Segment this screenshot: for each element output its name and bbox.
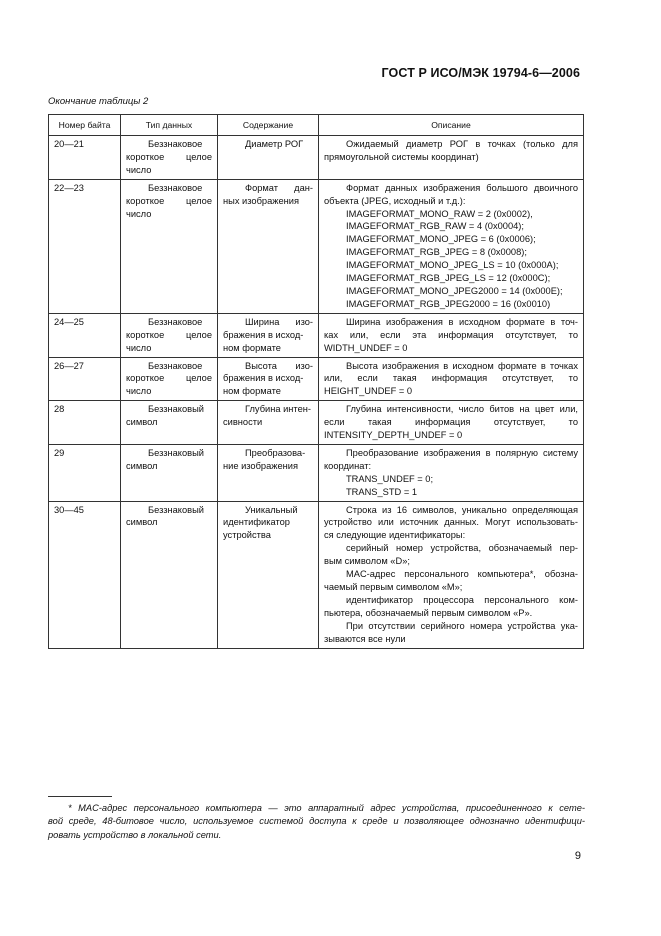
table-row xyxy=(49,501,584,648)
cell-line: пьютера, обозначаемый первым символом «P». xyxy=(324,607,533,618)
cell-line: объекта (JPEG, исходный и т.д.): xyxy=(324,195,466,206)
cell-bytes: 24—25 xyxy=(49,313,121,357)
footnote-line: ровать устройство в локальной сети. xyxy=(48,829,222,840)
cell-description xyxy=(319,501,584,648)
cell-line: координат: xyxy=(324,460,372,471)
cell-type xyxy=(121,313,218,357)
code-line: IMAGEFORMAT_MONO_JPEG2000 = 14 (0x000E); xyxy=(346,285,563,296)
cell-line: серийный номер устройства, обозначаемый пер- xyxy=(346,543,578,554)
cell-line: короткое целое xyxy=(126,195,212,206)
cell-line: Беззнаковый xyxy=(148,447,204,458)
table-row xyxy=(49,357,584,401)
cell-line: если такая информация отсутствует, то xyxy=(324,417,578,428)
cell-line: устройство или источник данных. Могут использовать- xyxy=(324,517,578,528)
page-number: 9 xyxy=(574,850,581,862)
footnote xyxy=(48,802,585,842)
cell-line: чаемый первым символом «M»; xyxy=(324,582,463,592)
cell-bytes: 22—23 xyxy=(49,179,121,313)
cell-line: число xyxy=(126,342,152,353)
cell-line: ном формате xyxy=(223,342,281,353)
cell-bytes: 30—45 xyxy=(49,501,121,648)
footnote-line: вой среде, 48-битовое число, используемое системой доступа к среде и позволяющее однозначно идентифици- xyxy=(48,816,585,827)
cell-line: INTENSITY_DEPTH_UNDEF = 0 xyxy=(324,430,463,441)
code-line: IMAGEFORMAT_RGB_JPEG2000 = 16 (0x0010) xyxy=(346,298,551,309)
code-line: IMAGEFORMAT_RGB_RAW = 4 (0x0004); xyxy=(346,221,524,232)
cell-description xyxy=(319,357,584,401)
cell-line: Преобразова- xyxy=(245,447,306,458)
code-line: IMAGEFORMAT_MONO_RAW = 2 (0x0002), xyxy=(346,208,533,219)
cell-line: короткое целое xyxy=(126,329,212,340)
cell-line: короткое целое xyxy=(126,151,212,162)
code-line: IMAGEFORMAT_MONO_JPEG_LS = 10 (0x000A); xyxy=(346,260,559,271)
cell-bytes: 26—27 xyxy=(49,357,121,401)
cell-line: Беззнаковое xyxy=(148,182,203,193)
cell-line: число xyxy=(126,386,152,397)
cell-line: Ширина изображения в исходном формате в точ- xyxy=(346,316,578,327)
cell-description xyxy=(319,401,584,445)
table-row xyxy=(49,313,584,357)
code-line: IMAGEFORMAT_RGB_JPEG = 8 (0x0008); xyxy=(346,247,527,258)
cell-line: Высота изо- xyxy=(245,360,313,371)
cell-line: зываются все нули xyxy=(324,633,406,644)
cell-line: вым символом «D»; xyxy=(324,556,410,567)
table-row xyxy=(49,179,584,313)
cell-content xyxy=(218,357,319,401)
col-header-bytes: Номер байта xyxy=(49,115,121,136)
cell-content xyxy=(218,501,319,648)
cell-description xyxy=(319,136,584,180)
cell-line: число xyxy=(126,164,152,175)
cell-line: прямоугольной системы координат) xyxy=(324,151,479,162)
cell-line: Преобразование изображения в полярную систему xyxy=(346,447,578,458)
cell-type xyxy=(121,179,218,313)
cell-line: короткое целое xyxy=(126,373,212,384)
cell-line: Беззнаковое xyxy=(148,360,203,371)
cell-line: Глубина интенсивности, число битов на цвет или, xyxy=(346,404,578,415)
cell-bytes: 29 xyxy=(49,444,121,501)
cell-content xyxy=(218,313,319,357)
cell-line: ках или, если эта информация отсутствует, то xyxy=(324,329,578,340)
cell-line: WIDTH_UNDEF = 0 xyxy=(324,342,408,353)
cell-type xyxy=(121,357,218,401)
table-row xyxy=(49,444,584,501)
col-header-type: Тип данных xyxy=(121,115,218,136)
table-header-row xyxy=(49,115,584,136)
cell-line: Формат данных изображения большого двоичного xyxy=(346,182,578,193)
cell-line: Высота изображения в исходном формате в точках xyxy=(346,360,578,371)
data-table xyxy=(48,114,584,649)
cell-line: сивности xyxy=(223,417,263,428)
cell-line: идентификатор процессора персонального ком- xyxy=(346,594,578,605)
cell-content xyxy=(218,136,319,180)
code-line: IMAGEFORMAT_MONO_JPEG = 6 (0x0006); xyxy=(346,234,536,245)
table-row xyxy=(49,136,584,180)
cell-line: бражения в исход- xyxy=(223,373,304,384)
cell-description xyxy=(319,444,584,501)
cell-line: Беззнаковый xyxy=(148,404,204,415)
cell-line: ние изображения xyxy=(223,460,299,471)
cell-type xyxy=(121,444,218,501)
cell-line: бражения в исход- xyxy=(223,329,304,340)
cell-description xyxy=(319,179,584,313)
table-caption: Окончание таблицы 2 xyxy=(48,96,149,107)
cell-content xyxy=(218,179,319,313)
cell-type xyxy=(121,401,218,445)
footnote-line: * MAC-адрес персонального компьютера — это аппаратный адрес устройства, присоединенного к сете- xyxy=(68,803,585,813)
cell-line: или, если такая информация отсутствует, то xyxy=(324,373,578,384)
footnote-divider xyxy=(48,796,112,797)
cell-line: ном формате xyxy=(223,386,281,397)
cell-line: ся следующие идентификаторы: xyxy=(324,530,466,541)
code-line: TRANS_UNDEF = 0; xyxy=(346,473,434,484)
cell-line: При отсутствии серийного номера устройства ука- xyxy=(346,620,578,631)
document-id: ГОСТ Р ИСО/МЭК 19794-6—2006 xyxy=(381,66,580,80)
cell-line: Беззнаковый xyxy=(148,504,204,515)
cell-content xyxy=(218,444,319,501)
cell-line: символ xyxy=(126,460,158,471)
cell-line: Беззнаковое xyxy=(148,316,203,327)
cell-line: HEIGHT_UNDEF = 0 xyxy=(324,386,413,397)
cell-bytes: 20—21 xyxy=(49,136,121,180)
cell-line: Диаметр РОГ xyxy=(245,139,304,149)
code-line: TRANS_STD = 1 xyxy=(346,486,418,497)
cell-line: Глубина интен- xyxy=(245,404,311,415)
table-row xyxy=(49,401,584,445)
cell-line: идентификатор xyxy=(223,517,290,528)
code-line: IMAGEFORMAT_RGB_JPEG_LS = 12 (0x000C); xyxy=(346,273,551,284)
cell-line: MAC-адрес персонального компьютера*, обозна- xyxy=(346,569,578,580)
cell-description xyxy=(319,313,584,357)
cell-bytes: 28 xyxy=(49,401,121,445)
cell-line: Строка из 16 символов, уникально определяющая xyxy=(346,504,578,515)
cell-line: Уникальный xyxy=(245,504,298,515)
cell-line: Беззнаковое xyxy=(148,139,203,149)
cell-type xyxy=(121,136,218,180)
cell-line: Ширина изо- xyxy=(245,316,313,327)
cell-line: Ожидаемый диаметр РОГ в точках (только для xyxy=(346,139,578,149)
col-header-content: Содержание xyxy=(218,115,319,136)
cell-line: устройства xyxy=(223,530,271,541)
cell-line: Формат дан- xyxy=(245,182,313,193)
cell-content xyxy=(218,401,319,445)
cell-line: символ xyxy=(126,517,158,528)
cell-line: ных изображения xyxy=(223,195,299,206)
cell-type xyxy=(121,501,218,648)
cell-line: символ xyxy=(126,417,158,428)
col-header-description: Описание xyxy=(319,115,584,136)
cell-line: число xyxy=(126,208,152,219)
